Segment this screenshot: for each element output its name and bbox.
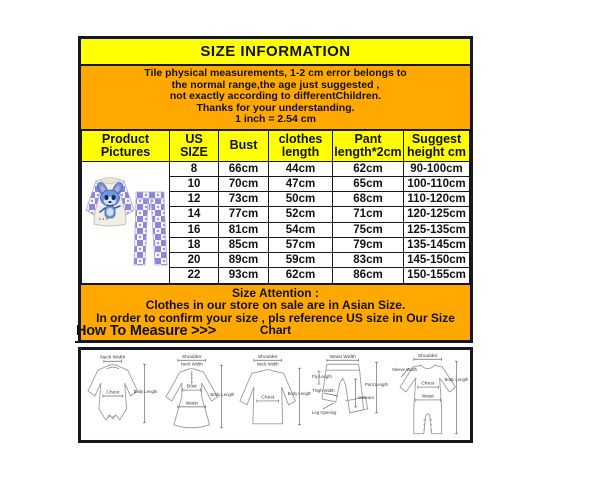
- attention-line: Clothes in our store on sale are in Asian Size.: [145, 298, 406, 313]
- cell-us-size: 18: [170, 237, 219, 252]
- cell-us-size: 14: [170, 207, 219, 222]
- onesie-chest-label: Chest: [106, 390, 120, 396]
- cell-us-size: 16: [170, 222, 219, 237]
- shorts-outseam-label: outseam: [357, 394, 375, 400]
- note-line: 1 inch = 2.54 cm: [235, 113, 316, 125]
- col-header-product-pictures: Product Pictures: [82, 130, 170, 161]
- col-header-pant-length: Pant length*2cm: [333, 130, 404, 161]
- how-to-measure-heading: How To Measure >>>: [76, 323, 216, 339]
- cell-us-size: 20: [170, 253, 219, 268]
- size-info-panel: [78, 36, 473, 343]
- table-row: [82, 161, 470, 176]
- cell-pant-length: 79cm: [333, 237, 404, 252]
- col-header-suggest-height: Suggest height cm: [404, 130, 470, 161]
- cell-suggest-height: 150-155cm: [404, 268, 470, 283]
- cell-bust: 66cm: [219, 161, 269, 176]
- cell-bust: 85cm: [219, 237, 269, 252]
- romper-chest-label: Chest: [420, 381, 434, 387]
- cell-pant-length: 71cm: [333, 207, 404, 222]
- shorts-thigh-width-label: Thigh Width: [312, 388, 335, 394]
- romper-body-length-label: Body Length: [444, 377, 468, 383]
- romper-shoulder-label: Shoulder: [417, 353, 438, 359]
- cell-us-size: 10: [170, 176, 219, 191]
- note-line: Tile physical measurements, 1-2 cm error belongs to: [144, 67, 407, 79]
- note-line: Thanks for your understanding.: [196, 101, 355, 114]
- cell-bust: 81cm: [219, 222, 269, 237]
- onesie-measure-diagram: [83, 351, 158, 439]
- dress-waist-label: Waist: [186, 401, 199, 407]
- cell-suggest-height: 100-110cm: [404, 176, 470, 191]
- cell-clothes-length: 54cm: [269, 222, 333, 237]
- cell-pant-length: 75cm: [333, 222, 404, 237]
- measurement-notes: [81, 66, 470, 130]
- onesie-neck-width-label: Neck Width: [100, 355, 126, 361]
- shorts-measure-diagram: [311, 351, 390, 439]
- note-line: the normal range,the age just suggested ,: [171, 78, 380, 91]
- dress-bust-label: Bust: [187, 384, 198, 390]
- cell-pant-length: 65cm: [333, 176, 404, 191]
- cell-bust: 77cm: [219, 207, 269, 222]
- how-to-measure-diagrams: [78, 347, 473, 443]
- cell-bust: 93cm: [219, 268, 269, 283]
- romper-sleeve-width-label: Sleeve Width: [391, 367, 417, 373]
- page-title: SIZE INFORMATION: [81, 39, 470, 66]
- cell-us-size: 22: [170, 268, 219, 283]
- cell-suggest-height: 120-125cm: [404, 207, 470, 222]
- shirt-measure-diagram: [236, 351, 311, 439]
- shirt-chest-label: Chest: [261, 395, 275, 401]
- shirt-shoulder-label: Shoulder: [257, 354, 278, 360]
- attention-line: Size Attention :: [232, 285, 319, 300]
- cell-bust: 70cm: [219, 176, 269, 191]
- shorts-fly-length-label: Fly Length: [312, 374, 333, 380]
- cell-pant-length: 83cm: [333, 253, 404, 268]
- size-table: [81, 130, 470, 284]
- shirt-neck-width-label: Neck Width: [256, 361, 279, 367]
- cell-clothes-length: 50cm: [269, 192, 333, 207]
- cell-clothes-length: 59cm: [269, 253, 333, 268]
- dress-neck-width-label: Neck Width: [181, 361, 204, 367]
- cell-clothes-length: 47cm: [269, 176, 333, 191]
- col-header-us-size: US SIZE: [170, 130, 219, 161]
- heading-underline: [75, 341, 473, 343]
- cell-clothes-length: 57cm: [269, 237, 333, 252]
- cell-pant-length: 62cm: [333, 161, 404, 176]
- cell-suggest-height: 110-120cm: [404, 192, 470, 207]
- cell-pant-length: 86cm: [333, 268, 404, 283]
- col-header-clothes-length: clothes length: [269, 130, 333, 161]
- pajama-set-image: [83, 162, 169, 280]
- dress-body-length-label: Body Length: [210, 391, 235, 397]
- cell-us-size: 12: [170, 192, 219, 207]
- cell-bust: 89cm: [219, 253, 269, 268]
- cell-clothes-length: 52cm: [269, 207, 333, 222]
- col-header-bust: Bust: [219, 130, 269, 161]
- romper-measure-diagram: [391, 350, 468, 440]
- cell-clothes-length: 62cm: [269, 268, 333, 283]
- shorts-leg-opening-label: Leg Opening: [312, 409, 337, 415]
- cell-bust: 73cm: [219, 192, 269, 207]
- dress-shoulder-label: Shoulder: [182, 354, 203, 360]
- cell-pant-length: 68cm: [333, 192, 404, 207]
- note-line: not exactly according to differentChildren.: [169, 90, 382, 102]
- cell-clothes-length: 44cm: [269, 161, 333, 176]
- romper-waist-label: Waist: [421, 394, 434, 400]
- shirt-body-length-label: Body Length: [287, 391, 312, 396]
- cell-us-size: 8: [170, 161, 219, 176]
- shorts-waist-width-label: Waist Width: [329, 354, 357, 360]
- dress-measure-diagram: [158, 351, 235, 439]
- table-header-row: [82, 130, 470, 161]
- shorts-pant-length-label: Pant Length: [365, 382, 389, 388]
- product-picture: [82, 161, 170, 283]
- attention-line: In order to confirm your size , pls reference US size in Our Size Chart: [96, 310, 455, 338]
- cell-suggest-height: 125-135cm: [404, 222, 470, 237]
- cell-suggest-height: 145-150cm: [404, 253, 470, 268]
- cell-suggest-height: 90-100cm: [404, 161, 470, 176]
- onesie-body-length-label: Body Length: [133, 389, 158, 395]
- cell-suggest-height: 135-145cm: [404, 237, 470, 252]
